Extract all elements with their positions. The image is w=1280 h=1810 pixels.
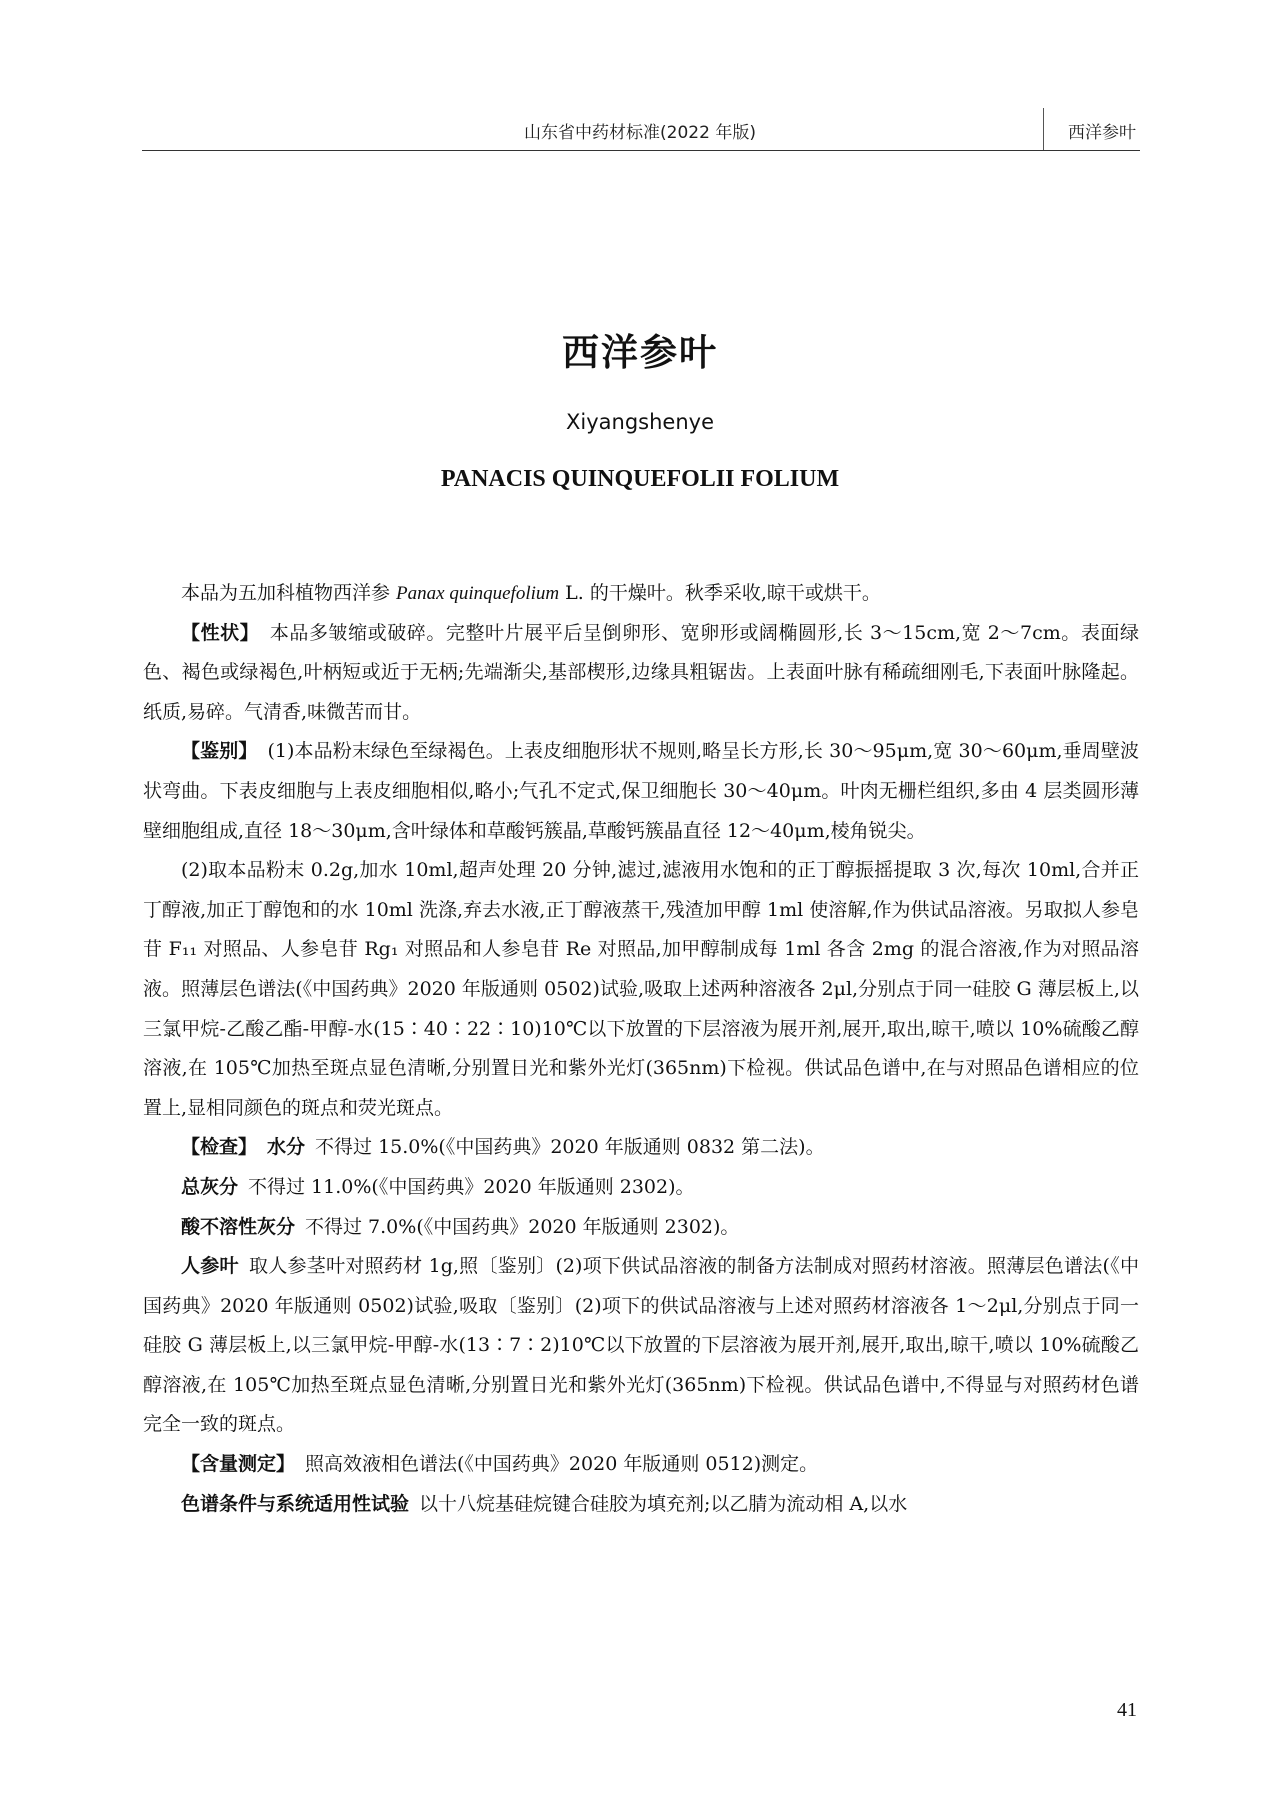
water-label: 水分 xyxy=(267,1136,306,1159)
ash-text: 不得过 11.0%(《中国药典》2020 年版通则 2302)。 xyxy=(248,1175,695,1198)
chromatography-paragraph xyxy=(143,1485,1139,1525)
jiancha-water-paragraph xyxy=(143,1128,1139,1168)
pinyin-name: Xiyangshenye xyxy=(566,410,714,434)
intro-suffix: L. 的干燥叶。秋季采收,晾干或烘干。 xyxy=(559,582,881,604)
intro-prefix: 本品为五加科植物西洋参 xyxy=(181,582,397,604)
book-title: 山东省中药材标准(2022 年版) xyxy=(524,123,756,143)
jianbie-text-2: (2)取本品粉末 0.2g,加水 10ml,超声处理 20 分钟,滤过,滤液用水饱和的正丁醇振摇提取 3 次,每次 10ml,合并正丁醇液,加正丁醇饱和的水 10ml 洗涤,弃去水液,正丁醇液蒸干,残渣加甲醇 1ml 使溶解,作为供试品溶液。另取拟人参皂苷 F₁₁ 对照品、人参皂苷 Rg₁ 对照品和人参皂苷 Re 对照品,加甲醇制成每 1ml 各含 2mg 的混合溶液,作为对照品溶液。照薄层色谱法(《中国药典》2020 年版通则 0502)试验,吸取上述两种溶液各 2μl,分别点于同一硅胶 G 薄层板上,以三氯甲烷-乙酸乙酯-甲醇-水(15∶40∶22∶10)10℃以下放置的下层溶液为展开剂,展开,取出,晾干,喷以 10%硫酸乙醇溶液,在 105℃加热至斑点显色清晰,分别置日光和紫外光灯(365nm)下检视。供试品色谱中,在与对照品色谱相应的位置上,显相同颜色的斑点和荧光斑点。 xyxy=(143,859,1139,1119)
jiancha-label: 【检查】 xyxy=(181,1136,258,1159)
jianbie-paragraph-2 xyxy=(143,851,1139,1128)
jiancha-ash-paragraph xyxy=(143,1168,1139,1208)
hanliang-paragraph xyxy=(143,1445,1139,1485)
renshenye-label: 人参叶 xyxy=(181,1255,239,1278)
latin-name: PANACIS QUINQUEFOLII FOLIUM xyxy=(440,466,840,492)
running-header xyxy=(142,108,1138,148)
jiancha-acid-ash-paragraph xyxy=(143,1208,1139,1248)
water-text: 不得过 15.0%(《中国药典》2020 年版通则 0832 第二法)。 xyxy=(315,1136,825,1159)
renshenye-paragraph xyxy=(143,1247,1139,1445)
hanliang-text: 照高效液相色谱法(《中国药典》2020 年版通则 0512)测定。 xyxy=(305,1453,819,1476)
header-divider xyxy=(1043,108,1044,150)
ash-label: 总灰分 xyxy=(181,1175,239,1198)
chromatography-text: 以十八烷基硅烷键合硅胶为填充剂;以乙腈为流动相 A,以水 xyxy=(419,1492,908,1515)
jianbie-paragraph-1 xyxy=(143,732,1139,851)
monograph-body xyxy=(143,574,1139,1524)
xingzhuang-label: 【性状】 xyxy=(181,621,260,644)
species-name: Panax quinquefolium xyxy=(396,583,560,604)
xingzhuang-paragraph xyxy=(143,614,1139,733)
xingzhuang-text: 本品多皱缩或破碎。完整叶片展平后呈倒卵形、宽卵形或阔椭圆形,长 3～15cm,宽 2～7cm。表面绿色、褐色或绿褐色,叶柄短或近于无柄;先端渐尖,基部楔形,边缘具粗锯齿。上表面叶脉有稀疏细刚毛,下表面叶脉隆起。纸质,易碎。气清香,味微苦而甘。 xyxy=(143,621,1139,723)
hanliang-label: 【含量测定】 xyxy=(181,1453,296,1476)
acid-ash-label: 酸不溶性灰分 xyxy=(181,1215,296,1238)
jianbie-text-1: (1)本品粉末绿色至绿褐色。上表皮细胞形状不规则,略呈长方形,长 30～95μm,宽 30～60μm,垂周壁波状弯曲。下表皮细胞与上表皮细胞相似,略小;气孔不定式,保卫细胞长 30～40μm。叶肉无栅栏组织,多由 4 层类圆形薄壁细胞组成,直径 18～30μm,含叶绿体和草酸钙簇晶,草酸钙簇晶直径 12～40μm,棱角锐尖。 xyxy=(143,740,1139,842)
page-number: 41 xyxy=(1117,1699,1137,1721)
page-title: 西洋参叶 xyxy=(562,331,718,374)
intro-paragraph xyxy=(143,574,1139,614)
section-title: 西洋参叶 xyxy=(1068,123,1136,143)
jianbie-label: 【鉴别】 xyxy=(181,740,258,763)
header-rule xyxy=(142,150,1140,151)
acid-ash-text: 不得过 7.0%(《中国药典》2020 年版通则 2302)。 xyxy=(305,1215,740,1238)
chromatography-label: 色谱条件与系统适用性试验 xyxy=(181,1492,410,1515)
renshenye-text: 取人参茎叶对照药材 1g,照〔鉴别〕(2)项下供试品溶液的制备方法制成对照药材溶液。照薄层色谱法(《中国药典》2020 年版通则 0502)试验,吸取〔鉴别〕(2)项下的供试品溶液与上述对照药材溶液各 1～2μl,分别点于同一硅胶 G 薄层板上,以三氯甲烷-甲醇-水(13∶7∶2)10℃以下放置的下层溶液为展开剂,展开,取出,晾干,喷以 10%硫酸乙醇溶液,在 105℃加热至斑点显色清晰,分别置日光和紫外光灯(365nm)下检视。供试品色谱中,不得显与对照药材色谱完全一致的斑点。 xyxy=(143,1255,1139,1436)
